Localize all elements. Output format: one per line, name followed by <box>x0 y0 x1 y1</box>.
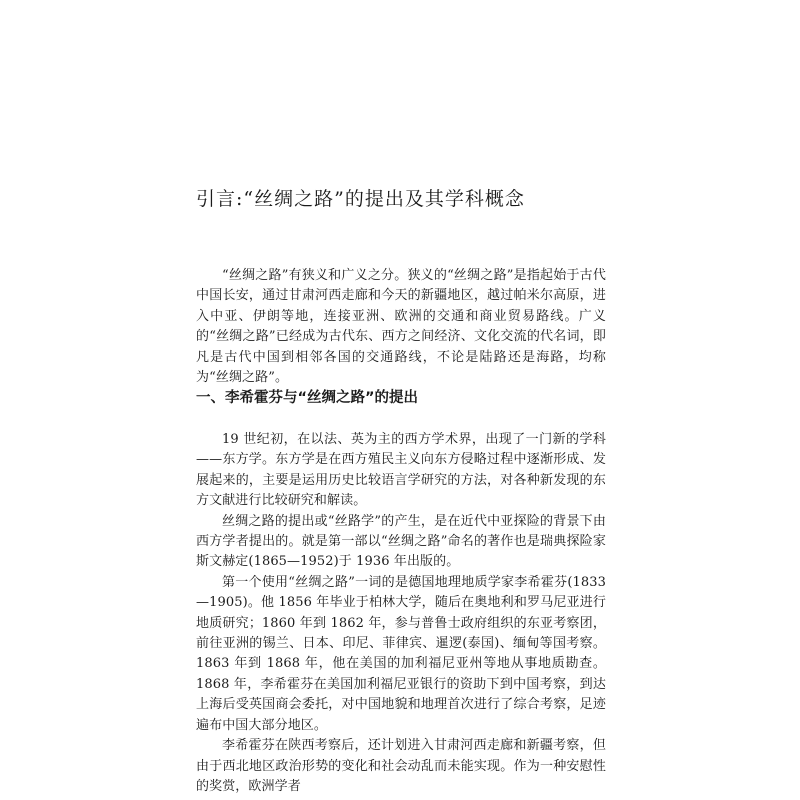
chapter-title: 引言:“丝绸之路”的提出及其学科概念 <box>196 188 525 210</box>
body-paragraph: 丝绸之路的提出或“丝路学”的产生，是在近代中亚探险的背景下由西方学者提出的。就是第一部以“丝绸之路”命名的著作也是瑞典探险家斯文赫定(1865—1952)于 1936 年出版的。 <box>196 513 606 570</box>
body-paragraph: 第一个使用“丝绸之路”一词的是德国地理地质学家李希霍芬(1833—1905)。他 1856 年毕业于柏林大学，随后在奥地利和罗马尼亚进行地质研究；1860 年到 1862 年，参与普鲁士政府组织的东亚考察团，前往亚洲的锡兰、日本、印尼、菲律宾、暹逻(泰国)、缅甸等国考察。1863 年到 1868 年，他在美国的加利福尼亚州等地从事地质勘查。1868 年，李希霍芬在美国加利福尼亚银行的资助下到中国考察，到达上海后受英国商会委托，对中国地貌和地理首次进行了综合考察，足迹遍布中国大部分地区。 <box>196 574 606 733</box>
section-heading: 一、李希霍芬与“丝绸之路”的提出 <box>196 390 419 406</box>
body-paragraph: 李希霍芬在陕西考察后，还计划进入甘肃河西走廊和新疆考察，但由于西北地区政治形势的变化和社会动乱而未能实现。作为一种安慰性的奖赏，欧洲学者 <box>196 738 606 794</box>
section-body <box>196 430 606 797</box>
intro-paragraph: “丝绸之路”有狭义和广义之分。狭义的“丝绸之路”是指起始于古代中国长安，通过甘肃河西走廊和今天的新疆地区，越过帕米尔高原，进入中亚、伊朗等地，连接亚洲、欧洲的交通和商业贸易路线。广义的“丝绸之路”已经成为古代东、西方之间经济、文化交流的代名词，即凡是古代中国到相邻各国的交通路线，不论是陆路还是海路，均称为“丝绸之路”。 <box>196 268 606 386</box>
intro-section <box>196 266 606 388</box>
body-paragraph: 19 世纪初，在以法、英为主的西方学术界，出现了一门新的学科——东方学。东方学是在西方殖民主义向东方侵略过程中逐渐形成、发展起来的，主要是运用历史比较语言学研究的方法，对各种新发现的东方文献进行比较研究和解读。 <box>196 432 606 509</box>
